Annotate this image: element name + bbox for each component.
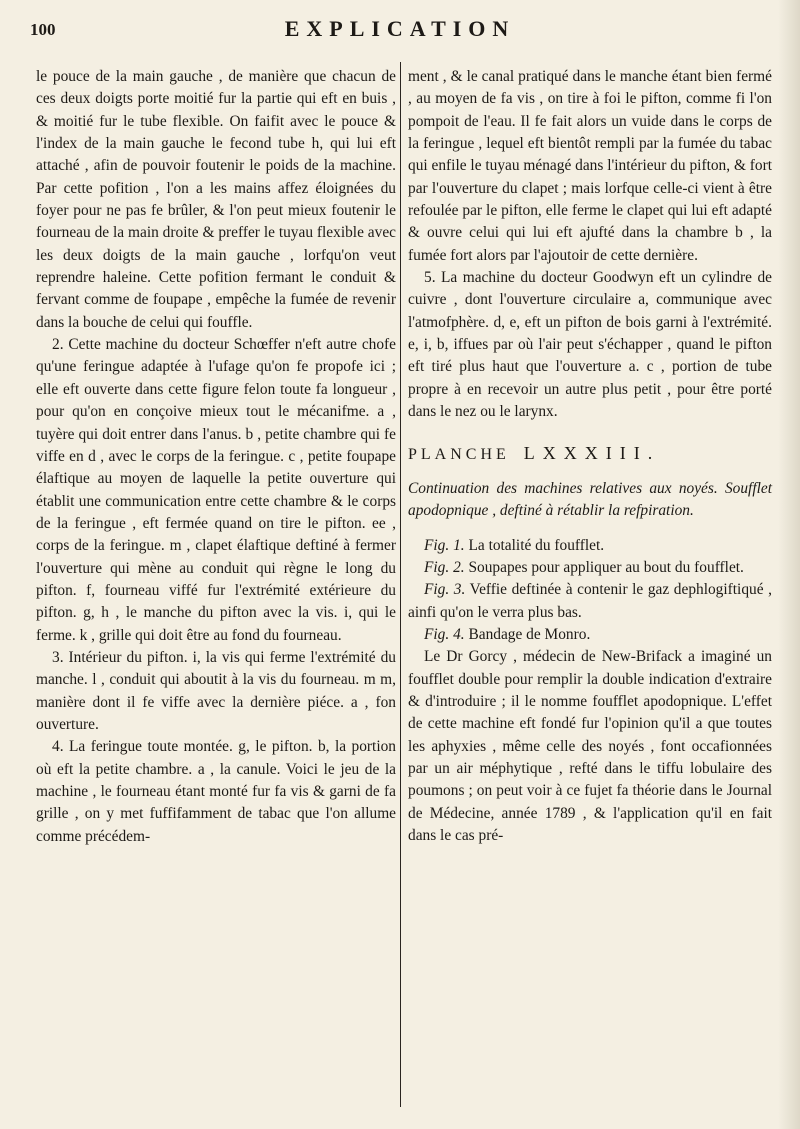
paragraph-4: 4. La feringue toute montée. g, le pifton. b, la portion où eft la petite chambre. a , la canule. Voici le jeu de la machine , le fourneau étant monté fur fa vis & garni de fa grille , on y met fuffifamment de tabac que l'on allume comme précédem-: [36, 738, 396, 845]
paragraph-2: 2. Cette machine du docteur Schœffer n'eft autre chofe qu'une feringue adaptée à l'ufage qu'on fe propofe ici ; elle eft ouverte dans cette figure felon toute fa longueur , pour qu'on en conçoive mieux tout le mécanifme. a , tuyère qui doit entrer dans l'anus. b , petite chambre qui fe viffe en d , avec le corps de la feringue. c , petite foupape élaftique au moyen de laquelle la petite ouverture qui établit une communication entre cette chambre & le corps de la feringue , eft fermée quand on tire le pifton. ee , corps de la feringue. m , clapet élaftique deftiné à fermer l'ouverture qui mène au conduit qui règne le long du pifton. f, fourneau viffé fur l'extrémité extérieure du pifton. g, h , le manche du pifton avec la vis. i, qui le ferme. k , grille qui doit être au fond du fourneau.: [36, 336, 396, 644]
paragraph-3: 3. Intérieur du pifton. i, la vis qui ferme l'extrémité du manche. l , conduit qui aboutit à la vis du fourneau. m m, manière dont il fe viffe avec la dernière piéce. a , fon ouverture.: [36, 648, 396, 733]
paragraph-continued: ment , & le canal pratiqué dans le manche étant bien fermé , au moyen de fa vis , on tire à foi le pifton, comme fi l'on pompoit de l'eau. Il fe fait alors un vuide dans le corps de la feringue , lequel eft bientôt rempli par la fumée du tabac qui enfile le tuyau ménagé dans l'intérieur du pifton, & fort par l'ouverture du clapet ; mais lorfque celle-ci vient à être refoulée par le pifton, elle ferme le clapet qui lui eft adapté & ouvre celui qui lui eft ajufté dans la chambre b , la fumée fort alors par l'ajoutoir de cette dernière.: [408, 68, 772, 264]
figure-text: Soupapes pour appliquer au bout du foufflet.: [468, 558, 744, 576]
figure-label: Fig. 2.: [424, 558, 465, 576]
left-column: [36, 66, 396, 848]
plate-heading: [408, 442, 772, 466]
plate-heading-number: LXXXIII.: [523, 442, 661, 463]
plate-heading-word: PLANCHE: [408, 445, 510, 463]
page-number: 100: [30, 20, 56, 39]
figure-label: Fig. 1.: [424, 536, 465, 554]
page-header: [30, 12, 770, 52]
figure-label: Fig. 4.: [424, 625, 465, 643]
figure-caption: [408, 579, 772, 624]
page-edge-shadow: [778, 0, 800, 1129]
figure-text: Bandage de Monro.: [468, 625, 591, 643]
right-column: [408, 66, 772, 847]
figure-caption: [408, 557, 772, 579]
figure-text: Veffie deftinée à contenir le gaz dephlogiftiqué , ainfi qu'on le verra plus bas.: [408, 581, 772, 621]
column-divider: [400, 62, 401, 1107]
paragraph-5: 5. La machine du docteur Goodwyn eft un cylindre de cuivre , dont l'ouverture circulaire a, communique avec l'atmofphère. d, e, eft un pifton de bois garni à l'extrémité. e, i, b, iffues par où l'air peut s'échapper , quand le pifton eft tiré plus haut que l'ouverture a. c , portion de tube propre à en recevoir un autre plus petit , pour être porté dans le nez ou le larynx.: [408, 269, 772, 421]
paragraph-continuation: le pouce de la main gauche , de manière que chacun de ces deux doigts porte moitié fur la partie qui eft en buis , & moitié fur le tube flexible. On faifit avec le pouce & l'index de la main gauche le fecond tube h, qui lui eft attaché , afin de pouvoir foutenir le poids de la machine. Par cette pofition , l'on a les mains affez éloignées du foyer pour ne pas fe brûler, & l'on peut mieux foutenir le fourneau de la main droite & preffer le tuyau flexible avec les deux doigts de la main gauche , lorfqu'on veut reprendre haleine. Cette pofition fermant le conduit & fervant comme de foupape , empêche la fumée de revenir dans la bouche de celui qui fouffle.: [36, 68, 396, 331]
figure-caption: [408, 535, 772, 557]
plate-subtitle: Continuation des machines relatives aux noyés. Soufflet apodopnique , deftiné à rétablir la refpiration.: [408, 479, 772, 520]
paragraph-gorcy: Le Dr Gorcy , médecin de New-Brifack a imaginé un foufflet double pour remplir la double indication d'extraire & d'introduire ; il le nomme foufflet apodopnique. L'effet de cette machine eft fondé fur l'opinion qu'il a que toutes les aphyxies , même celle des noyés , font occafionnées par un air méphytique , refté dans le tiffu lobulaire des poumons ; on peut voir à ce fujet fa théorie dans le Journal de Médecine, année 1789 , & l'application qu'il en fait dans le cas pré-: [408, 648, 772, 844]
figure-caption: [408, 624, 772, 646]
figure-text: La totalité du foufflet.: [468, 536, 605, 554]
running-title: EXPLICATION: [284, 16, 516, 41]
figure-label: Fig. 3.: [424, 581, 466, 599]
